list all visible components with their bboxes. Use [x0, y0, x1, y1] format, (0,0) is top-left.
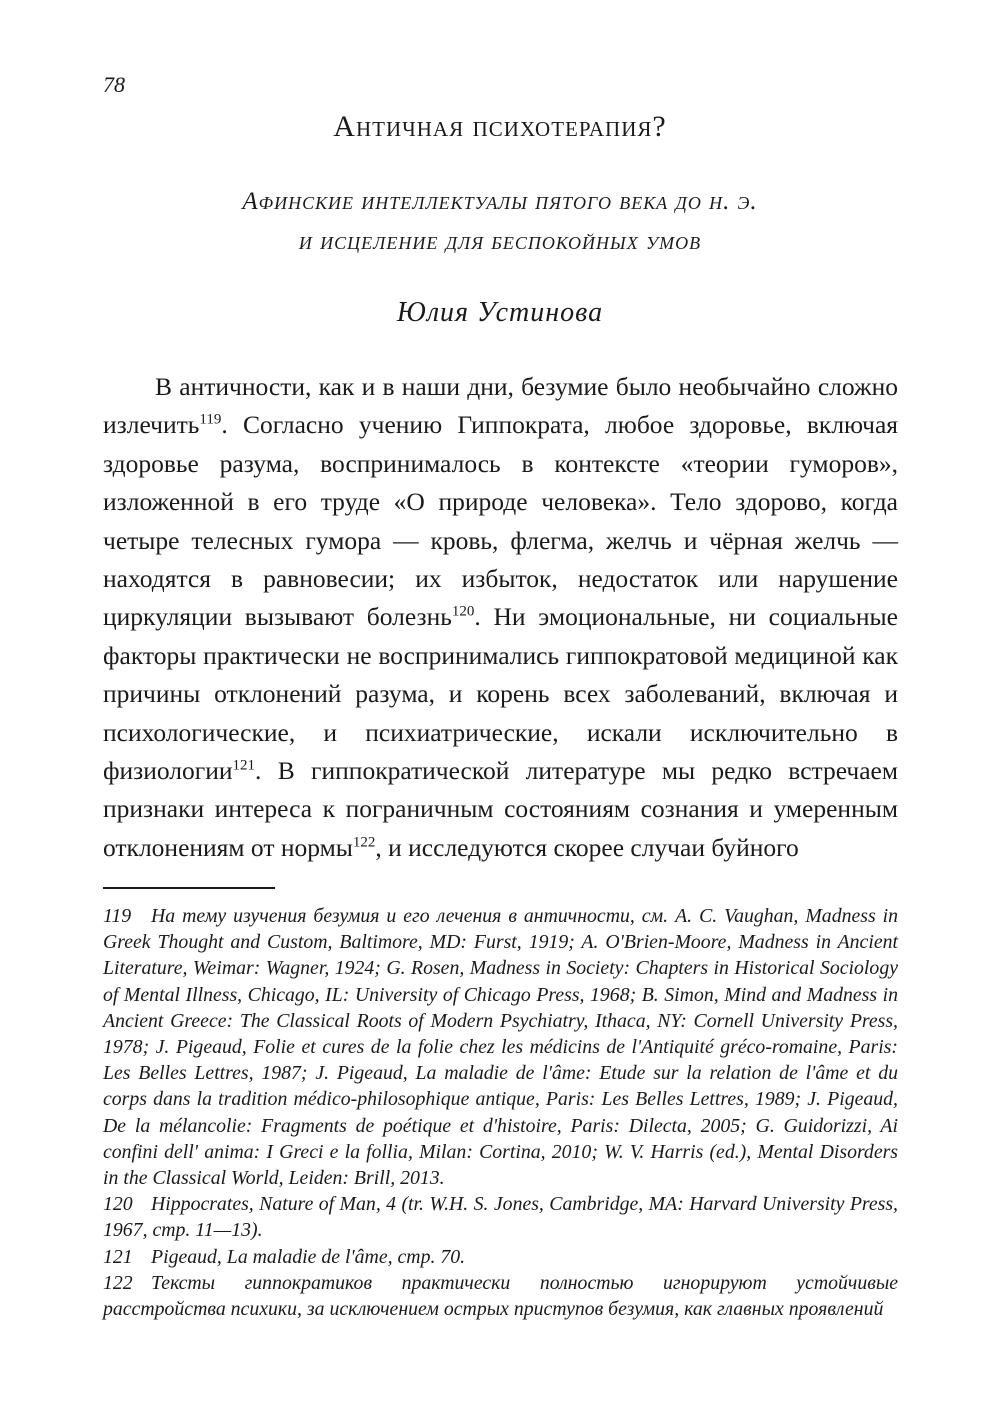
footnote-text: Hippocrates, Nature of Man, 4 (tr. W.H. S. Jones, Cambridge, MA: Harvard University Press, 1967, стр. 11—13).	[103, 1193, 898, 1242]
body-text-1: В античности, как и в наши дни, безумие было необычайно сложно излечить	[103, 372, 898, 440]
footnote-text: Тексты гиппократиков практически полностью игнорируют устойчивые расстройства психики, за исключением острых приступов безумия, как главных проявлений	[103, 1271, 898, 1321]
footnotes	[103, 903, 898, 1322]
footnote-marker[interactable]: 121	[232, 757, 256, 774]
footnote	[103, 1244, 898, 1270]
footnote	[103, 903, 898, 1191]
footnote-number: 120	[103, 1193, 133, 1216]
footnote-number: 121	[103, 1245, 133, 1268]
body-text-4: . В гиппократической литературе мы редко встречаем признаки интереса к пограничным состояниям сознания и умеренным отклонениям от нормы	[103, 756, 898, 862]
footnote-text: На тему изучения безумия и его лечения в античности, см. A. C. Vaughan, Madness in Greek Thought and Custom, Baltimore, MD: Furst, 1919; A. O'Brien-Moore, Madness in Ancient Literature, Weimar: Wagner, 1924; G. Rosen, Madness in Society: Chapters in Historical Sociology of Mental Illness, Chicago, IL: University of Chicago Press, 1968; B. Simon, Mind and Madness in Ancient Greece: The Classical Roots of Modern Psychiatry, Ithaca, NY: Cornell University Press, 1978; J. Pigeaud, Folie et cures de la folie chez les médicins de l'Antiquité gréco-romaine, Paris: Les Belles Lettres, 1987; J. Pigeaud, La maladie de l'âme: Etude sur la relation de l'âme et du corps dans la tradition médico-philosophique antique, Paris: Les Belles Lettres, 1989; J. Pigeaud, De la mélancolie: Fragments de poétique et d'histoire, Paris: Dilecta, 2005; G. Guidorizzi, Ai confini dell' anima: I Greci e la follia, Milan: Cortina, 2010; W. V. Harris (ed.), Mental Disorders in the Classical World, Leiden: Brill, 2013.	[103, 905, 898, 1190]
footnote-marker[interactable]: 120	[451, 603, 475, 620]
footnote	[103, 1270, 898, 1322]
chapter-title: Античная психотерапия?	[333, 110, 667, 143]
body-text-5: , и исследуются скорее случаи буйного	[375, 832, 799, 862]
footnote-separator	[103, 887, 275, 889]
footnote-number: 122	[103, 1271, 133, 1294]
body-text-2: . Согласно учению Гиппократа, любое здоровье, включая здоровье разума, воспринималось в контексте «теории гуморов», изложенной в его труде «О природе человека». Тело здорово, когда четыре телесных гумора — кровь, флегма, желчь и чёрная желчь — находятся в равновесии; их избыток, недостаток или нарушение циркуляции вызывают болезнь	[103, 410, 898, 632]
chapter-subtitle	[0, 182, 1000, 262]
footnote-marker[interactable]: 119	[199, 411, 222, 428]
page-number: 78	[103, 72, 125, 97]
body-text-3: . Ни эмоциональные, ни социальные факторы практически не воспринимались гиппократовой медициной как причины отклонений разума, и корень всех заболеваний, включая и психологические, и психиатрические, искали исключительно в физиологии	[103, 602, 898, 786]
author-name: Юлия Устинова	[396, 297, 604, 328]
subtitle-line-1: Афинские интеллектуалы пятого века до н. э.	[242, 188, 758, 215]
footnote-text: Pigeaud, La maladie de l'âme, стр. 70.	[151, 1245, 466, 1268]
footnote	[103, 1191, 898, 1243]
subtitle-line-2: и исцеление для беспокойных умов	[298, 228, 702, 255]
body-paragraph	[103, 368, 898, 867]
footnote-number: 119	[103, 905, 132, 927]
footnote-marker[interactable]: 122	[352, 834, 376, 851]
